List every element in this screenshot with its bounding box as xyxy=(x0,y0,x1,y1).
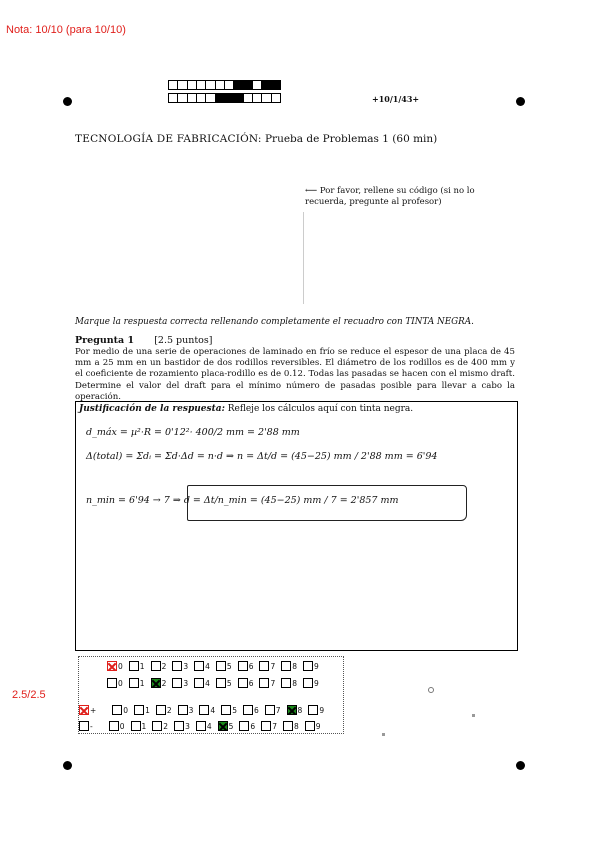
checkbox[interactable] xyxy=(221,705,231,715)
grid-cell[interactable] xyxy=(194,661,213,671)
grid-cell[interactable] xyxy=(178,705,197,715)
grid-cell[interactable] xyxy=(196,721,215,731)
checkbox-marked[interactable] xyxy=(151,678,161,688)
grid-cell[interactable] xyxy=(151,661,170,671)
digit-label: 8 xyxy=(292,661,298,671)
digit-label: 8 xyxy=(293,721,299,731)
digit-label: 9 xyxy=(319,705,325,715)
checkbox[interactable] xyxy=(259,661,269,671)
grid-cell[interactable] xyxy=(283,721,302,731)
grid-cell[interactable] xyxy=(107,678,126,688)
grid-cell[interactable] xyxy=(194,678,213,688)
digit-label: 6 xyxy=(253,705,259,715)
grid-cell[interactable] xyxy=(281,678,300,688)
checkbox[interactable] xyxy=(178,705,188,715)
checkbox[interactable] xyxy=(199,705,209,715)
checkbox[interactable] xyxy=(107,678,117,688)
checkbox[interactable] xyxy=(109,721,119,731)
checkbox-crossed[interactable] xyxy=(107,661,117,671)
registration-dot-bottom-left xyxy=(63,761,72,770)
digit-label: 0 xyxy=(119,721,125,731)
grid-cell[interactable] xyxy=(265,705,284,715)
checkbox[interactable] xyxy=(194,661,204,671)
code-divider xyxy=(303,212,304,304)
grid-cell[interactable] xyxy=(238,661,257,671)
checkbox[interactable] xyxy=(243,705,253,715)
digit-label: 2 xyxy=(166,705,172,715)
digit-label: 7 xyxy=(270,678,276,688)
question-header xyxy=(75,335,212,346)
digit-label: 4 xyxy=(210,705,216,715)
digit-label: 4 xyxy=(205,661,210,671)
grid-cell[interactable] xyxy=(281,661,300,671)
digit-label: 5 xyxy=(226,678,232,688)
grid-cell[interactable] xyxy=(129,661,148,671)
grid-cell[interactable] xyxy=(131,721,150,731)
calc-line-1: d_máx = µ²·R = 0'12²· 400/2 mm = 2'88 mm xyxy=(86,427,300,438)
scan-speck xyxy=(428,687,434,693)
digit-label: 9 xyxy=(315,721,321,731)
grid-cell[interactable] xyxy=(303,661,322,671)
scan-speck xyxy=(472,714,475,717)
calc-line-2: Δ(total) = Σdᵢ = Σd·Δd = n·d ⇒ n = Δt/d = (45−25) mm / 2'88 mm = 6'94 xyxy=(86,451,438,462)
question-text: Por medio de una serie de operaciones de laminado en frío se reduce el espesor de una placa de 45 mm a 25 mm en un bastidor de dos rodillos reversibles. El diámetro de los rodillos es de 400 mm y el coeficiente de rozamiento placa-rodillo es de 0.12. Todas las pasadas se hacen con el mismo draft. Determine el valor del draft para el mínimo número de pasadas posible para llevar a cabo la operación. xyxy=(75,347,515,402)
grid-cell[interactable] xyxy=(238,678,257,688)
grade-note: Nota: 10/10 (para 10/10) xyxy=(6,24,126,36)
grid-cell[interactable] xyxy=(308,705,327,715)
registration-dot-top-left xyxy=(63,97,72,106)
page-title xyxy=(75,133,437,145)
grid-row-1 xyxy=(107,659,325,673)
digit-label: 1 xyxy=(145,705,150,715)
barcode-top xyxy=(168,80,280,90)
checkbox[interactable] xyxy=(305,721,315,731)
digit-label: 4 xyxy=(206,721,212,731)
digit-label: 3 xyxy=(185,721,190,731)
grid-cell[interactable] xyxy=(174,721,193,731)
grid-cell[interactable] xyxy=(156,705,175,715)
checkbox[interactable] xyxy=(129,678,139,688)
digit-label: 9 xyxy=(314,678,319,688)
checkbox[interactable] xyxy=(238,678,248,688)
grid-cell[interactable] xyxy=(218,721,237,731)
registration-dot-top-right xyxy=(516,97,525,106)
sign-label: - xyxy=(90,721,93,731)
sign-label: + xyxy=(90,705,97,715)
digit-label: 0 xyxy=(123,705,129,715)
grid-cell[interactable] xyxy=(221,705,240,715)
checkbox[interactable] xyxy=(216,678,226,688)
checkbox[interactable] xyxy=(152,721,162,731)
justification-label: Justificación de la respuesta: xyxy=(79,404,225,414)
checkbox[interactable] xyxy=(156,705,166,715)
checkbox[interactable] xyxy=(308,705,318,715)
instruction-text: Marque la respuesta correcta rellenando completamente el recuadro con TINTA NEGRA. xyxy=(75,317,474,327)
question-label: Pregunta 1 xyxy=(75,335,135,346)
checkbox[interactable] xyxy=(174,721,184,731)
answer-frame xyxy=(187,485,467,521)
checkbox[interactable] xyxy=(172,661,182,671)
digit-label: 6 xyxy=(248,661,254,671)
checkbox[interactable] xyxy=(303,661,313,671)
digit-label: 5 xyxy=(228,721,234,731)
checkbox[interactable] xyxy=(151,661,161,671)
digit-label: 8 xyxy=(292,678,298,688)
grid-cell[interactable] xyxy=(134,705,153,715)
digit-label: 5 xyxy=(226,661,232,671)
justification-box xyxy=(75,401,518,651)
digit-label: 3 xyxy=(188,705,194,715)
digit-label: 7 xyxy=(275,705,281,715)
checkbox[interactable] xyxy=(129,661,139,671)
digit-label: 2 xyxy=(163,721,169,731)
digit-label: 3 xyxy=(183,661,189,671)
digit-label: 8 xyxy=(297,705,303,715)
checkbox[interactable] xyxy=(194,678,204,688)
checkbox[interactable] xyxy=(112,705,122,715)
grid-cell[interactable] xyxy=(261,721,280,731)
checkbox-marked[interactable] xyxy=(287,705,297,715)
checkbox-crossed[interactable] xyxy=(79,705,89,715)
grid-row-4 xyxy=(79,719,327,733)
checkbox-marked[interactable] xyxy=(218,721,228,731)
digit-label: 4 xyxy=(205,678,210,688)
digit-label: 5 xyxy=(232,705,237,715)
digit-label: 0 xyxy=(118,678,123,688)
checkbox[interactable] xyxy=(238,661,248,671)
barcode-bottom xyxy=(168,93,280,103)
checkbox[interactable] xyxy=(196,721,206,731)
question-score: 2.5/2.5 xyxy=(12,689,46,701)
grid-cell[interactable] xyxy=(243,705,262,715)
grid-cell[interactable] xyxy=(109,721,128,731)
checkbox[interactable] xyxy=(216,661,226,671)
checkbox[interactable] xyxy=(259,678,269,688)
grid-cell[interactable] xyxy=(287,705,306,715)
grid-row-3 xyxy=(79,703,330,717)
grid-cell[interactable] xyxy=(303,678,322,688)
checkbox[interactable] xyxy=(281,661,291,671)
grid-cell[interactable] xyxy=(112,705,131,715)
grid-cell[interactable] xyxy=(239,721,258,731)
digit-label: 3 xyxy=(183,678,189,688)
grid-cell[interactable] xyxy=(259,678,278,688)
digit-label: 1 xyxy=(139,661,145,671)
digit-label: 6 xyxy=(248,678,254,688)
checkbox[interactable] xyxy=(283,721,293,731)
grid-cell[interactable] xyxy=(216,678,235,688)
grid-cell-sign[interactable] xyxy=(79,705,99,715)
grid-cell[interactable] xyxy=(129,678,148,688)
grid-cell[interactable] xyxy=(216,661,235,671)
calc-line-3: n_min = 6'94 → 7 ⇒ d = Δt/n_min = (45−25) mm / 7 = 2'857 mm xyxy=(86,495,399,506)
page-code: +10/1/43+ xyxy=(372,94,420,104)
digit-label: 9 xyxy=(314,661,319,671)
digit-label: 2 xyxy=(161,661,167,671)
digit-label: 1 xyxy=(141,721,147,731)
checkbox[interactable] xyxy=(134,705,144,715)
digit-label: 7 xyxy=(272,721,277,731)
registration-dot-bottom-right xyxy=(516,761,525,770)
grid-cell-sign[interactable] xyxy=(79,721,96,731)
grid-cell[interactable] xyxy=(172,661,191,671)
checkbox[interactable] xyxy=(239,721,249,731)
title-subject: TECNOLOGÍA DE FABRICACIÓN: xyxy=(75,133,262,145)
grid-cell[interactable] xyxy=(259,661,278,671)
title-rest: Prueba de Problemas 1 (60 min) xyxy=(261,133,438,145)
digit-label: 2 xyxy=(161,678,167,688)
digit-label: 1 xyxy=(139,678,145,688)
grid-cell[interactable] xyxy=(152,721,171,731)
checkbox[interactable] xyxy=(172,678,182,688)
grid-cell[interactable] xyxy=(172,678,191,688)
code-hint: ⟵ Por favor, rellene su código (si no lo recuerda, pregunte al profesor) xyxy=(305,186,475,207)
checkbox[interactable] xyxy=(303,678,313,688)
grid-cell[interactable] xyxy=(151,678,170,688)
scan-speck xyxy=(382,733,385,736)
checkbox[interactable] xyxy=(131,721,141,731)
checkbox[interactable] xyxy=(281,678,291,688)
question-points: [2.5 puntos] xyxy=(154,335,213,346)
digit-label: 7 xyxy=(270,661,276,671)
checkbox[interactable] xyxy=(265,705,275,715)
justification-header xyxy=(79,404,413,414)
digit-label: 6 xyxy=(250,721,256,731)
grid-row-2 xyxy=(107,676,325,690)
grid-cell[interactable] xyxy=(305,721,324,731)
grid-cell[interactable] xyxy=(107,661,126,671)
checkbox[interactable] xyxy=(261,721,271,731)
checkbox[interactable] xyxy=(79,721,89,731)
grid-cell[interactable] xyxy=(199,705,218,715)
digit-label: 0 xyxy=(118,661,123,671)
justification-hint: Refleje los cálculos aquí con tinta negra. xyxy=(224,404,414,414)
answer-grid xyxy=(78,656,344,734)
